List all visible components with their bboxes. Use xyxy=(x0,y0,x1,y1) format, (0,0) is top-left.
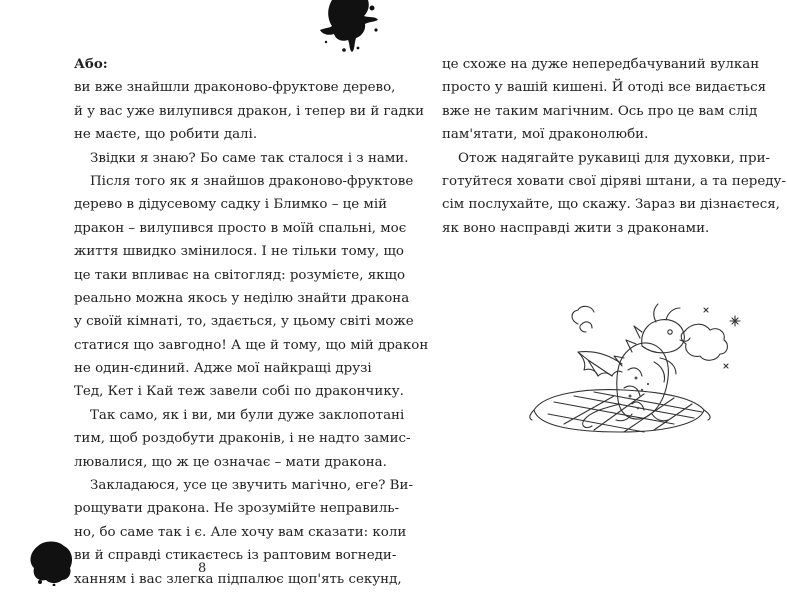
paragraph-1 xyxy=(74,76,425,146)
text-line: Тед, Кет і Кай теж завели собі по дракончику. xyxy=(74,384,404,400)
paragraph-6 xyxy=(442,53,767,147)
dragon-on-cushion-illustration xyxy=(524,292,754,457)
text-line: це таки впливає на світогляд: розумієте, якщо xyxy=(74,267,406,283)
page-number: 8 xyxy=(198,561,207,576)
text-line: вже не таким магічним. Ось про це вам слід xyxy=(442,103,758,119)
text-line: ви вже знайшли драконово-фруктове дерево, xyxy=(74,80,396,96)
text-line: тим, щоб роздобути драконів, і не надто замис- xyxy=(74,431,411,447)
text-line: просто у вашій кишені. Й отоді все видається xyxy=(442,80,767,96)
text-line: статися що завгодно! А ще й тому, що мій дракон xyxy=(74,337,429,353)
text-line: життя швидко змінилося. І не тільки тому, що xyxy=(74,244,404,260)
right-page xyxy=(394,0,787,600)
text-line: но, бо саме так і є. Але хочу вам сказати: коли xyxy=(74,524,407,540)
text-line: ханням і вас злегка підпалює щоп'ять секунд, xyxy=(74,571,402,587)
right-text-column xyxy=(442,53,786,240)
text-line: сім послухайте, що скажу. Зараз ви дізнаєтеся, xyxy=(442,197,780,213)
text-line: Так само, як і ви, ми були дуже заклопотані xyxy=(90,407,405,423)
text-line: ви й справді стикаєтесь із раптовим вогнеди- xyxy=(74,548,397,564)
text-line: Після того як я знайшов драконово-фруктове xyxy=(90,173,414,189)
paragraph-4 xyxy=(74,404,411,474)
text-line: й у вас уже вилупився дракон, і тепер ви й гадки xyxy=(74,103,425,119)
text-line: у своїй кімнаті, то, здається, у цьому світі може xyxy=(74,314,414,330)
paragraph-7 xyxy=(442,147,786,241)
text-line: це схоже на дуже непередбачуваний вулкан xyxy=(442,57,760,72)
ink-splat-icon xyxy=(318,0,380,54)
text-line: пам'ятати, мої драконолюби. xyxy=(442,127,649,143)
text-line: рощувати дракона. Не зрозумійте неправиль- xyxy=(74,501,400,517)
text-line: як воно насправді жити з драконами. xyxy=(442,220,710,236)
paragraph-3 xyxy=(74,170,429,404)
text-line: не один-єдиний. Адже мої найкращі друзі xyxy=(74,361,372,377)
ink-blot-icon xyxy=(28,538,76,586)
text-line: дракон – вилупився просто в моїй спальні, моє xyxy=(74,220,407,236)
text-line: готуйтеся ховати свої діряві штани, а та переду- xyxy=(442,173,786,189)
text-line: не маєте, що робити далі. xyxy=(74,127,258,143)
section-heading: Або: xyxy=(74,56,108,72)
text-line: Отож надягайте рукавиці для духовки, при- xyxy=(458,150,771,166)
paragraph-5 xyxy=(74,474,413,591)
text-line: реально можна якось у неділю знайти дракона xyxy=(74,290,410,306)
paragraph-2 xyxy=(74,147,409,170)
text-line: дерево в дідусевому садку і Блимко – це мій xyxy=(74,197,388,213)
text-line: Звідки я знаю? Бо саме так сталося і з нами. xyxy=(90,150,409,166)
text-line: Закладаюся, усе це звучить магічно, еге? Ви- xyxy=(90,478,413,494)
left-text-column xyxy=(74,53,429,591)
text-line: лювалися, що ж це означає – мати дракона. xyxy=(74,454,387,470)
